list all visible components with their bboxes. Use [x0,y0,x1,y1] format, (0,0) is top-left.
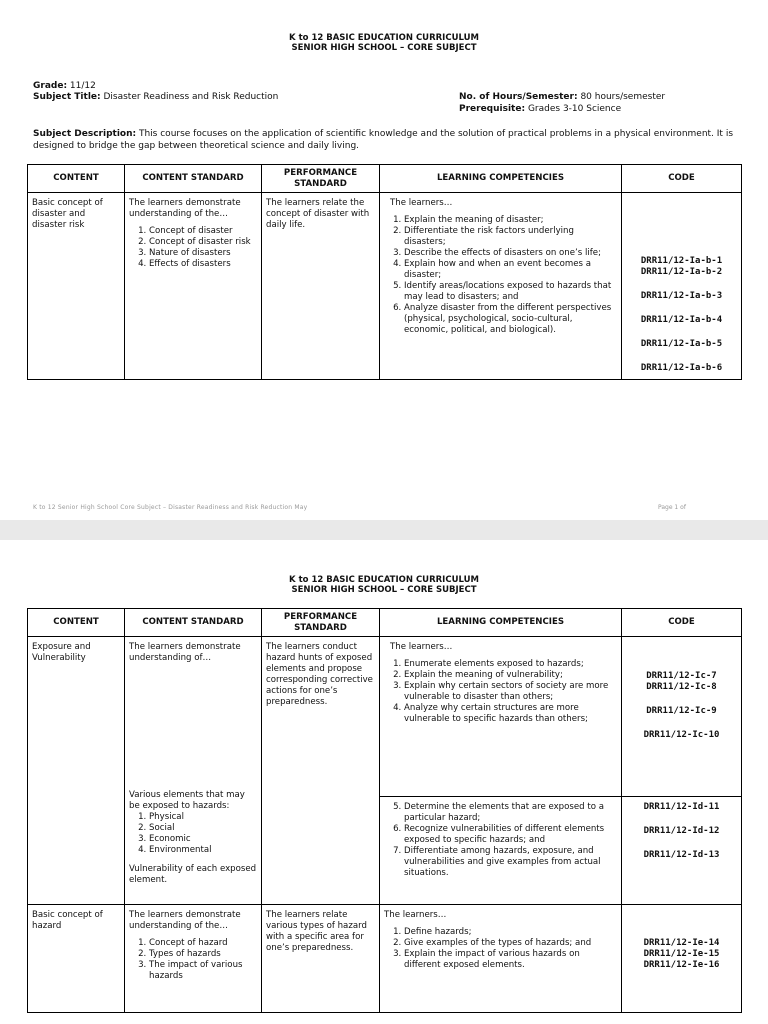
competency-code: DRR11/12-Ie-15 [643,949,720,959]
description-label: Subject Description: [33,129,137,139]
table-header-row [28,165,742,193]
subject-value: Disaster Readiness and Risk Reduction [103,92,279,102]
performance-standard-cell: The learners conduct hazard hunts of exposed elements and propose corresponding corrective actions for one’s preparedness. [262,637,380,905]
curriculum-table-page-2 [27,608,742,1013]
list-item: 1. Enumerate elements exposed to hazards; [404,659,617,670]
competency-code: DRR11/12-Id-11 [643,802,720,812]
content-standard-tail: Vulnerability of each exposed element. [129,864,257,885]
competency-code: DRR11/12-Ic-7 [646,671,717,681]
list-item: 6. Analyze disaster from the different perspectives (physical, psychological, socio-cultural, economic, political, and biological). [404,303,617,336]
content-cell: Basic concept of hazard [28,905,125,1013]
learning-competencies-cell [380,905,622,1013]
col-header-content-standard: CONTENT STANDARD [125,609,262,637]
competency-code: DRR11/12-Ic-10 [643,730,720,740]
curriculum-table-page-1 [27,164,742,380]
col-header-code: CODE [622,165,742,193]
competencies-list [384,927,617,971]
competency-code: DRR11/12-Ia-b-5 [640,339,723,349]
content-cell: Exposure and Vulnerability [28,637,125,905]
list-item: 2. Concept of disaster risk [149,237,257,248]
competencies-list [384,802,617,879]
list-item: 2. Explain the meaning of vulnerability; [404,670,617,681]
list-item: 3. Nature of disasters [149,248,257,259]
subject-line [33,92,278,103]
content-standard-cell [125,905,262,1013]
table-row [28,905,742,1013]
header-line-2: SENIOR HIGH SCHOOL – CORE SUBJECT [291,585,477,595]
code-cell [622,905,742,1013]
learning-competencies-cell [380,637,622,797]
header-line-2: SENIOR HIGH SCHOOL – CORE SUBJECT [291,43,477,53]
hours-value: 80 hours/semester [580,92,666,102]
competency-code: DRR11/12-Id-13 [643,850,720,860]
content-standard-list [129,812,257,856]
competencies-list [384,659,617,725]
list-item: 5. Identify areas/locations exposed to hazards that may lead to disasters; and [404,281,617,303]
content-cell: Basic concept of disaster and disaster risk [28,193,125,380]
competencies-list [384,215,617,336]
grade-label: Grade: [33,81,68,91]
content-standard-lead-2: Various elements that may be exposed to hazards: [129,790,245,811]
col-header-performance-standard: PERFORMANCE STANDARD [262,165,380,193]
competency-code: DRR11/12-Ia-b-3 [640,291,723,301]
content-standard-cell [125,637,262,905]
performance-standard-cell: The learners relate the concept of disaster with daily life. [262,193,380,380]
hours-label: No. of Hours/Semester: [459,92,578,102]
competency-code: DRR11/12-Id-12 [643,826,720,836]
list-item: 7. Differentiate among hazards, exposure, and vulnerabilities and give examples from actual situations. [404,846,617,879]
list-item: 2. Social [149,823,257,834]
content-standard-list [129,226,257,270]
prerequisite-value: Grades 3-10 Science [527,104,622,114]
col-header-content: CONTENT [28,609,125,637]
curriculum-header [0,33,768,53]
competency-code: DRR11/12-Ia-b-4 [640,315,723,325]
table-row [28,637,742,797]
list-item: 3. Explain the impact of various hazards on different exposed elements. [404,949,617,971]
list-item: 6. Recognize vulnerabilities of different elements exposed to specific hazards; and [404,824,617,846]
col-header-learning-competencies: LEARNING COMPETENCIES [380,165,622,193]
list-item: 4. Explain how and when an event becomes a disaster; [404,259,617,281]
content-standard-lead: The learners demonstrate understanding of the… [129,910,241,931]
list-item: 2. Differentiate the risk factors underlying disasters; [404,226,617,248]
subject-label: Subject Title: [33,92,101,102]
grade-line [33,81,96,92]
prerequisite-line [459,104,621,115]
code-cell [622,797,742,905]
curriculum-header [0,575,768,595]
competency-code: DRR11/12-Ie-16 [643,960,720,970]
list-item: 2. Types of hazards [149,949,257,960]
list-item: 4. Analyze why certain structures are more vulnerable to specific hazards than others; [404,703,617,725]
list-item: 5. Determine the elements that are exposed to a particular hazard; [404,802,617,824]
competencies-lead: The learners… [390,198,453,208]
list-item: 2. Give examples of the types of hazards; and [404,938,617,949]
content-standard-cell [125,193,262,380]
list-item: 3. Describe the effects of disasters on one’s life; [404,248,617,259]
col-header-content: CONTENT [28,165,125,193]
code-cell [622,637,742,797]
competency-code: DRR11/12-Ie-14 [643,938,720,948]
description-text: This course focuses on the application of scientific knowledge and the solution of practical problems in a physical environment. It is designed to bridge the gap between theoretical science and daily living. [33,129,734,151]
code-cell [622,193,742,380]
col-header-content-standard: CONTENT STANDARD [125,165,262,193]
page-separator [0,520,768,540]
competency-code: DRR11/12-Ic-9 [646,706,717,716]
list-item: 1. Physical [149,812,257,823]
competency-code: DRR11/12-Ic-8 [646,682,717,692]
table-header-row [28,609,742,637]
learning-competencies-cell [380,797,622,905]
col-header-performance-standard: PERFORMANCE STANDARD [262,609,380,637]
list-item: 3. Economic [149,834,257,845]
document-page-2 [0,540,768,1024]
performance-standard-cell: The learners relate various types of hazard with a specific area for one’s preparedness. [262,905,380,1013]
list-item: 1. Concept of disaster [149,226,257,237]
list-item: 4. Environmental [149,845,257,856]
subject-description [33,128,733,152]
competency-code: DRR11/12-Ia-b-1 [640,256,723,266]
content-standard-lead: The learners demonstrate understanding of… [129,642,241,663]
competency-code: DRR11/12-Ia-b-6 [640,363,723,373]
col-header-learning-competencies: LEARNING COMPETENCIES [380,609,622,637]
content-standard-list [129,938,257,982]
table-row [28,193,742,380]
list-item: 3. Explain why certain sectors of society are more vulnerable to disaster than others; [404,681,617,703]
list-item: 3. The impact of various hazards [149,960,257,982]
list-item: 1. Define hazards; [404,927,617,938]
header-line-1: K to 12 BASIC EDUCATION CURRICULUM [289,575,479,585]
list-item: 1. Concept of hazard [149,938,257,949]
content-standard-lead: The learners demonstrate understanding of the… [129,198,241,219]
list-item: 4. Effects of disasters [149,259,257,270]
competency-code: DRR11/12-Ia-b-2 [640,267,723,277]
competencies-lead: The learners… [384,910,447,920]
col-header-code: CODE [622,609,742,637]
header-line-1: K to 12 BASIC EDUCATION CURRICULUM [289,33,479,43]
page-footer: K to 12 Senior High School Core Subject – Disaster Readiness and Risk Reduction May [33,504,308,511]
competencies-lead: The learners… [390,642,453,652]
learning-competencies-cell [380,193,622,380]
list-item: 1. Explain the meaning of disaster; [404,215,617,226]
grade-value: 11/12 [69,81,96,91]
hours-line [459,92,665,103]
page-number: Page 1 of [658,504,686,511]
prerequisite-label: Prerequisite: [459,104,526,114]
